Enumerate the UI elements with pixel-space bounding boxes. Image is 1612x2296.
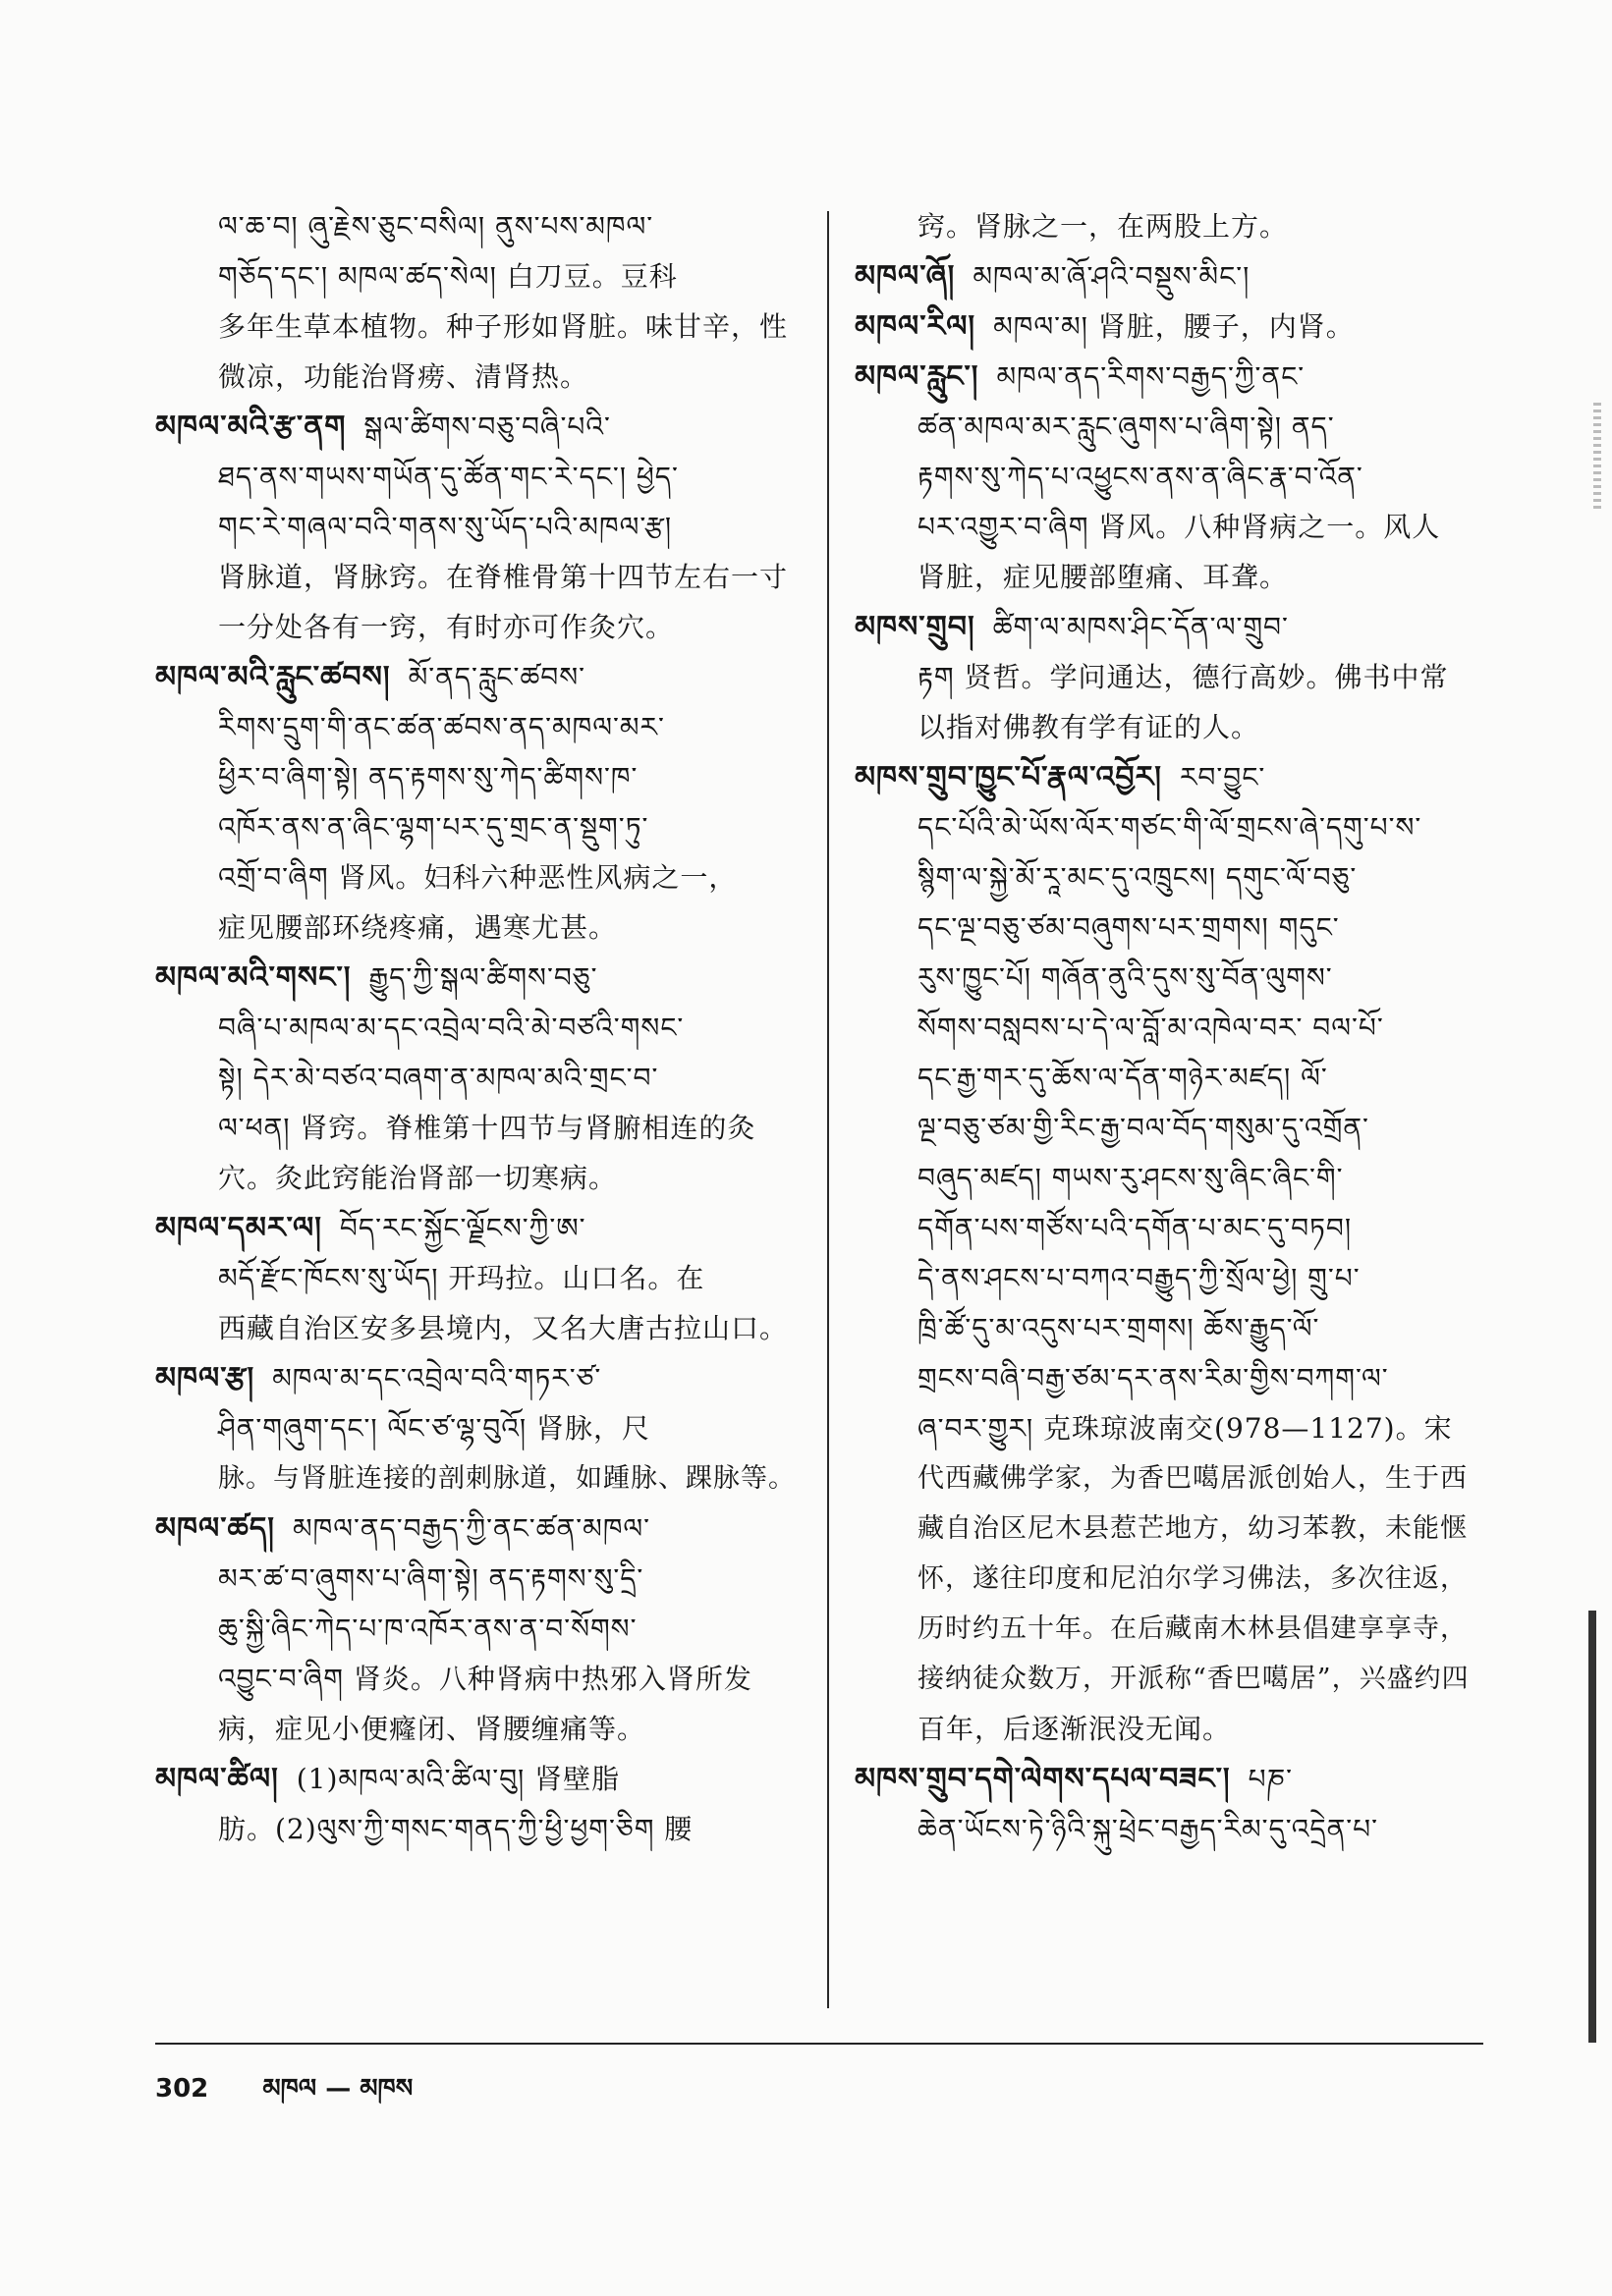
text-line — [855, 702, 1483, 752]
text-line — [155, 1053, 804, 1103]
entry-text: ཐད་ནས་གཡས་གཡོན་དུ་ཚོན་གང་རེ་དང་། ཕྱེད་ — [218, 461, 679, 493]
column-rule — [827, 211, 829, 2008]
right-column — [855, 201, 1483, 1854]
text-line — [155, 1003, 804, 1053]
entry-text: སོགས་བསླབས་པ་དེ་ལ་བློ་མ་འཁེལ་བར་ བལ་པོ་ — [917, 1011, 1384, 1044]
text-line — [855, 352, 1483, 402]
text-line — [855, 1303, 1483, 1353]
entry-text: གང་རེ་གཞལ་བའི་གནས་སུ་ཡོད་པའི་མཁལ་རྩ། — [218, 511, 673, 543]
text-line — [155, 1604, 804, 1654]
entry-headword: མཁལ་མའི་རྩ་ནག — [155, 410, 347, 444]
page-number: 302 — [155, 2074, 209, 2104]
entry-text: 脉。与肾脏连接的剖刺脉道，如踵脉、踝脉等。 — [218, 1463, 796, 1494]
text-line — [855, 1053, 1483, 1103]
entry-text: 代西藏佛学家，为香巴噶居派创始人，生于西 — [917, 1463, 1468, 1494]
entry-text: 百年，后逐渐泯没无闻。 — [917, 1713, 1232, 1745]
text-line — [855, 1704, 1483, 1754]
entry-text: མཁལ་མ་ཞོ་ཤའི་བསྡུས་མིང་། — [973, 260, 1251, 293]
entry-headword: མཁལ་ཚད། — [155, 1511, 275, 1546]
bottom-rule — [155, 2043, 1483, 2045]
entry-text: རྒྱུད་ཀྱི་སྒལ་ཚིགས་བཅུ་ — [368, 961, 598, 994]
text-line — [155, 1303, 804, 1353]
text-line — [155, 1203, 804, 1253]
text-line — [855, 1604, 1483, 1654]
entry-text: བཞི་པ་མཁལ་མ་དང་འབྲེལ་བའི་མེ་བཙའི་གསང་ — [218, 1011, 685, 1044]
entry-range: མཁལ — མཁས — [262, 2074, 414, 2104]
text-line — [855, 1554, 1483, 1604]
text-line — [855, 852, 1483, 902]
entry-text: རབ་བྱུང་ — [1179, 761, 1266, 793]
text-line — [855, 1253, 1483, 1303]
entry-text: 多年生草本植物。种子形如肾脏。味甘辛，性 — [218, 310, 789, 343]
entry-text: འཁོར་ནས་ན་ཞིང་ལྷག་པར་དུ་གྲང་ན་སྡུག་ཏུ་ — [218, 811, 649, 844]
entry-text: 穴。灸此窍能治肾部一切寒病。 — [218, 1162, 618, 1194]
entry-text: རིགས་དྲུག་གི་ནང་ཚན་ཚབས་ནད་མཁལ་མར་ — [218, 711, 665, 743]
entry-headword: མཁས་གྲུབ། — [855, 610, 975, 644]
entry-text: བཞུད་མཛད། གཡས་རུ་ཤངས་སུ་ཞིང་ཞིང་གི་ — [917, 1162, 1344, 1194]
entry-headword: མཁལ་རིལ། — [855, 309, 976, 344]
entry-text: མཁལ་ནད་བརྒྱད་ཀྱི་ནང་ཚན་མཁལ་ — [292, 1512, 651, 1545]
text-line — [855, 1403, 1483, 1453]
entry-text: རུས་ཁྱུང་པོ། གཞོན་ནུའི་དུས་སུ་བོན་ལུགས་ — [917, 961, 1333, 994]
entry-headword: མཁས་གྲུབ་ཁྱུང་པོ་རྣལ་འབྱོར། — [855, 760, 1162, 794]
text-line — [155, 1704, 804, 1754]
entry-headword: མཁས་གྲུབ་དགེ་ལེགས་དཔལ་བཟང་། — [855, 1762, 1231, 1796]
text-line — [855, 1804, 1483, 1854]
entry-headword: མཁལ་རླུང་། — [855, 359, 979, 394]
entry-text: དེ་ནས་ཤངས་པ་བཀའ་བརྒྱུད་ཀྱི་སྲོལ་ཕྱེ། གྲུ་པ་ — [917, 1262, 1361, 1294]
entry-text: སྙིག་ལ་སྐྱེ་མོ་རཱ་མང་དུ་འཁྲུངས། དགུང་ལོ་བཅུ་ — [917, 861, 1358, 894]
entry-headword: མཁལ་མའི་གསང་། — [155, 960, 352, 995]
entry-text: སྟེ། དེར་མེ་བཙའ་བཞག་ན་མཁལ་མའི་གྲང་བ་ — [218, 1062, 659, 1094]
entry-text: སྒལ་ཚིགས་བཅུ་བཞི་པའི་ — [363, 410, 611, 443]
text-line — [155, 552, 804, 602]
entry-text: གཅོད་དང་། མཁལ་ཚད་སེལ། 白刀豆。豆科 — [218, 260, 678, 293]
text-line — [855, 301, 1483, 352]
text-line — [155, 752, 804, 802]
entry-text: མོ་ནད་རླུང་ཚབས་ — [408, 661, 585, 693]
text-line — [855, 1754, 1483, 1804]
entry-text: དང་ལྔ་བཅུ་ཙམ་བཞུགས་པར་གྲགས། གདུང་ — [917, 911, 1340, 944]
entry-text: དང་པོའི་མེ་ཡོས་ལོར་གཙང་གི་ལོ་གྲངས་ཞེ་དགུ་པ་ས་ — [917, 811, 1422, 844]
text-line — [155, 1754, 804, 1804]
text-line — [855, 452, 1483, 502]
entry-text: མར་ཚ་བ་ཞུགས་པ་ཞིག་སྟེ། ནད་རྟགས་སུ་དྲི་ — [218, 1562, 644, 1595]
entry-text: 病，症见小便癃闭、肾腰缠痛等。 — [218, 1713, 646, 1745]
entry-text: 以指对佛教有学有证的人。 — [917, 711, 1260, 743]
text-line — [155, 602, 804, 652]
entry-text: 窍。肾脉之一，在两股上方。 — [917, 210, 1289, 243]
entry-headword: མཁལ་རྩ། — [155, 1361, 255, 1395]
text-line — [855, 953, 1483, 1003]
text-line — [855, 802, 1483, 852]
text-line — [155, 502, 804, 552]
text-line — [155, 902, 804, 953]
entry-text: ཆེན་ཡོངས་ཏེ་ཉིའི་སྐུ་ཕྲེང་བརྒྱད་རིམ་དུ་འདྲེན་པ་ — [917, 1813, 1378, 1845]
text-line — [155, 802, 804, 852]
entry-text: གྲངས་བཞི་བརྒྱ་ཙམ་དར་ནས་རིམ་གྱིས་བཀག་ལ་ — [917, 1362, 1389, 1394]
text-line — [855, 652, 1483, 702]
entry-text: ཆུ་སྐྱི་ཞིང་ཀེད་པ་ཁ་འཁོར་ནས་ན་བ་སོགས་ — [218, 1613, 638, 1645]
text-line — [855, 1153, 1483, 1203]
entry-text: ཚན་མཁལ་མར་རླུང་ཞུགས་པ་ཞིག་སྟེ། ནད་ — [917, 410, 1335, 443]
text-line — [855, 402, 1483, 452]
text-line — [155, 852, 804, 902]
text-line — [855, 752, 1483, 802]
entry-text: ལ་ཕན། 肾窍。脊椎第十四节与肾腑相连的灸 — [218, 1112, 756, 1144]
text-line — [155, 652, 804, 702]
text-line — [155, 1103, 804, 1153]
entry-text: དང་རྒྱ་གར་དུ་ཆོས་ལ་དོན་གཉེར་མཛད། ལོ་ — [917, 1062, 1328, 1094]
entry-headword: མཁལ་ཚིལ། — [155, 1762, 279, 1796]
entry-text: རྟགས་སུ་ཀེད་པ་འཕྱུངས་ནས་ན་ཞིང་རྣ་བ་འོན་ — [917, 461, 1363, 493]
text-line — [155, 1654, 804, 1704]
entry-text: མཁལ་མ་དང་འབྲེལ་བའི་གཏར་ཙ་ — [272, 1362, 602, 1394]
entry-text: 怀，遂往印度和尼泊尔学习佛法，多次往返， — [917, 1563, 1468, 1594]
entry-text: པཎ་ — [1248, 1763, 1294, 1795]
text-line — [155, 251, 804, 301]
entry-text: འགྲོ་བ་ཞིག 肾风。妇科六种恶性风病之一， — [218, 861, 738, 894]
text-line — [855, 552, 1483, 602]
entry-text: 藏自治区尼木县惹芒地方，幼习苯教，未能惬 — [917, 1513, 1468, 1544]
text-line — [855, 1453, 1483, 1503]
entry-text: (1)མཁལ་མའི་ཚིལ་བུ། 肾壁脂 — [296, 1763, 621, 1795]
text-line — [855, 1654, 1483, 1704]
entry-text: 历时约五十年。在后藏南木林县倡建享享寺， — [917, 1613, 1468, 1644]
entry-text: ཚིག་ལ་མཁས་ཤིང་དོན་ལ་གྲུབ་ — [992, 611, 1289, 643]
entry-text: ལྔ་བཅུ་ཙམ་གྱི་རིང་རྒྱ་བལ་བོད་གསུམ་དུ་འགྲོན་ — [917, 1112, 1369, 1144]
text-line — [855, 1203, 1483, 1253]
entry-text: 接纳徒众数万，开派称“香巴噶居”，兴盛约四 — [917, 1664, 1470, 1694]
text-line — [155, 452, 804, 502]
entry-text: དགོན་པས་གཙོས་པའི་དགོན་པ་མང་དུ་བཏབ། — [917, 1212, 1353, 1244]
entry-text: བོད་རང་སྐྱོང་ལྗོངས་ཀྱི་ཨ་ — [339, 1212, 586, 1244]
text-line — [155, 352, 804, 402]
text-line — [855, 251, 1483, 301]
entry-text: རྟག 贤哲。学问通达，德行高妙。佛书中常 — [917, 661, 1449, 693]
text-line — [155, 1554, 804, 1604]
text-line — [855, 1003, 1483, 1053]
text-line — [155, 1153, 804, 1203]
text-line — [155, 1503, 804, 1554]
entry-text: ཁྲི་ཚོ་དུ་མ་འདུས་པར་གྲགས། ཆོས་རྒྱུད་ལོ་ — [917, 1312, 1320, 1344]
text-line — [155, 1253, 804, 1303]
scan-mark — [1593, 403, 1601, 511]
entry-text: ལ་ཆ་བ། ཞུ་རྗེས་ཅུང་བསིལ། ནུས་པས་མཁལ་ — [218, 210, 654, 243]
entry-text: 肾脉道，肾脉窍。在脊椎骨第十四节左右一寸 — [218, 561, 789, 593]
entry-headword: མཁལ་ཞོ། — [855, 259, 956, 294]
text-line — [155, 402, 804, 452]
entry-text: 微凉，功能治肾痨、清肾热。 — [218, 360, 589, 393]
entry-text: མདོ་རྫོང་ཁོངས་སུ་ཡོད། 开玛拉。山口名。在 — [218, 1262, 705, 1294]
page-edge-bar — [1588, 1611, 1596, 2043]
entry-headword: མཁལ་མའི་རླུང་ཚབས། — [155, 660, 391, 694]
entry-text: མཁལ་མ། 肾脏，腰子，内肾。 — [993, 310, 1355, 343]
entry-headword: མཁལ་དམར་ལ། — [155, 1211, 322, 1245]
text-line — [155, 702, 804, 752]
left-column — [155, 201, 804, 1854]
text-line — [855, 902, 1483, 953]
text-line — [155, 301, 804, 352]
page-footer — [155, 2060, 413, 2132]
text-line — [155, 1804, 804, 1854]
text-line — [855, 1353, 1483, 1403]
entry-text: འབྱུང་བ་ཞིག 肾炎。八种肾病中热邪入肾所发 — [218, 1663, 752, 1695]
entry-text: མཁལ་ནད་རིགས་བརྒྱད་ཀྱི་ནང་ — [996, 360, 1306, 393]
text-line — [855, 1103, 1483, 1153]
entry-text: ཞ་བར་གྱུར། 克珠琼波南交(978—1127)。宋 — [917, 1412, 1453, 1445]
text-line — [855, 1503, 1483, 1554]
text-line — [855, 201, 1483, 251]
text-line — [155, 1353, 804, 1403]
entry-text: ཤིན་གཞུག་དང་། ལོང་ཙ་ལྷ་བུའོ། 肾脉，尺 — [218, 1412, 650, 1445]
entry-text: 一分处各有一窍，有时亦可作灸穴。 — [218, 611, 675, 643]
text-line — [155, 201, 804, 251]
text-line — [855, 502, 1483, 552]
text-line — [855, 602, 1483, 652]
text-line — [155, 1403, 804, 1453]
entry-text: 肪。(2)ལུས་ཀྱི་གསང་གནད་ཀྱི་ཕྱི་ཕྱག་ཅིག 腰 — [218, 1813, 694, 1845]
entry-text: 症见腰部环绕疼痛，遇寒尤甚。 — [218, 911, 618, 944]
entry-text: པར་འགྱུར་བ་ཞིག 肾风。八种肾病之一。风人 — [917, 511, 1441, 543]
text-line — [155, 1453, 804, 1503]
entry-text: 肾脏，症见腰部堕痛、耳聋。 — [917, 561, 1289, 593]
text-line — [155, 953, 804, 1003]
entry-text: ཕྱིར་བ་ཞིག་སྟེ། ནད་རྟགས་སུ་ཀེད་ཚིགས་ཁ་ — [218, 761, 639, 793]
entry-text: 西藏自治区安多县境内，又名大唐古拉山口。 — [218, 1312, 789, 1344]
